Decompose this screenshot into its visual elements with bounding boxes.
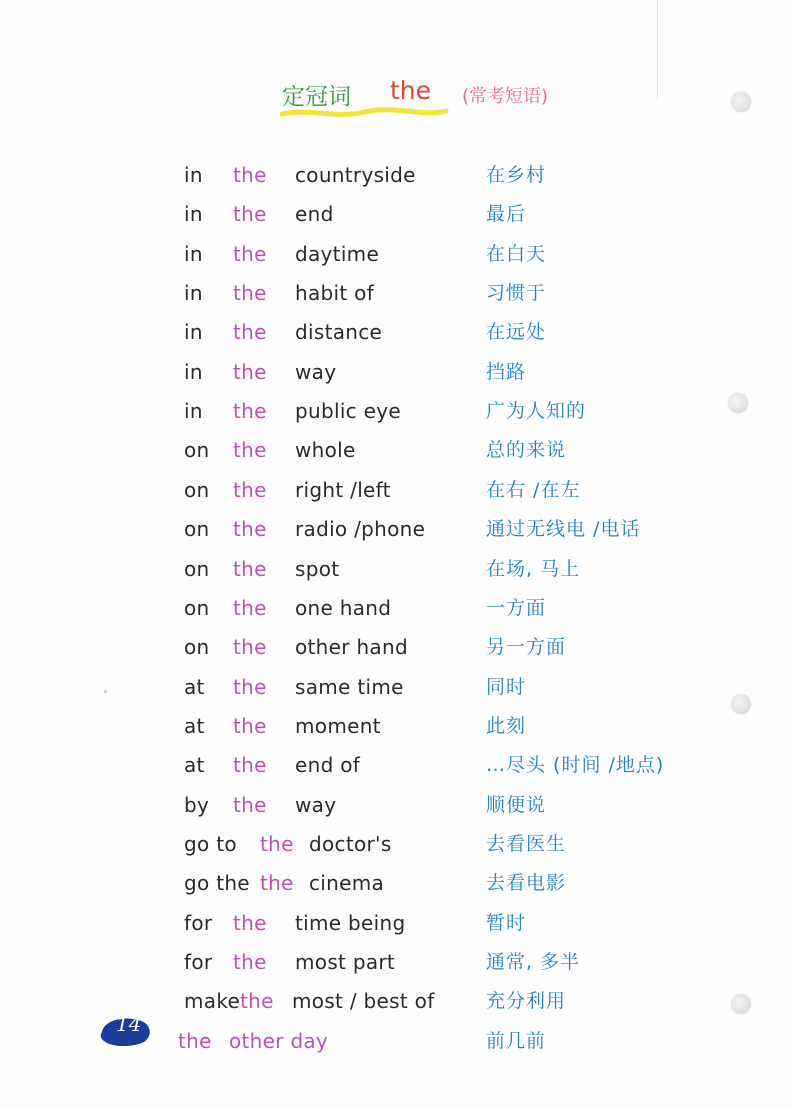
phrase-rest: spot xyxy=(295,556,340,581)
binder-hole xyxy=(728,393,748,413)
phrase-row xyxy=(0,831,792,870)
phrase-row xyxy=(0,477,792,516)
phrase-article-the: the xyxy=(233,635,267,660)
phrase-translation: 总的来说 xyxy=(486,439,567,462)
phrase-translation: 去看医生 xyxy=(486,832,567,855)
phrase-rest: one hand xyxy=(295,595,392,620)
phrase-row xyxy=(0,713,792,752)
phrase-row xyxy=(0,516,792,555)
phrase-row xyxy=(0,634,792,673)
phrase-article-the: the xyxy=(233,399,267,424)
phrase-translation: 顺便说 xyxy=(486,793,547,816)
phrase-article-the: the xyxy=(233,595,267,620)
phrase-translation: 通过无线电 /电话 xyxy=(486,518,641,541)
phrase-translation: …尽头 (时间 /地点) xyxy=(486,754,665,777)
phrase-article-the: the xyxy=(233,753,267,778)
phrase-translation: 此刻 xyxy=(486,714,527,737)
phrase-translation: 前几前 xyxy=(486,1029,547,1052)
phrase-rest: same time xyxy=(295,674,404,699)
phrase-translation: 同时 xyxy=(486,675,527,698)
phrase-translation: 暂时 xyxy=(486,911,527,934)
phrase-translation: 一方面 xyxy=(486,596,547,619)
phrase-translation: 广为人知的 xyxy=(486,400,587,423)
phrase-row xyxy=(0,949,792,988)
phrase-prefix: at xyxy=(184,753,205,778)
phrase-prefix: at xyxy=(184,713,205,738)
phrase-row xyxy=(0,319,792,358)
phrase-row xyxy=(0,910,792,949)
page-number: 14 xyxy=(116,1012,142,1036)
phrase-article-the: the xyxy=(233,163,267,187)
phrase-article-the: the xyxy=(233,556,267,581)
phrase-article-the: the xyxy=(233,202,267,227)
phrase-article-the: the xyxy=(233,792,267,817)
phrase-row xyxy=(0,792,792,831)
phrase-prefix: on xyxy=(184,438,210,463)
paper-speck xyxy=(104,690,107,693)
phrase-rest: radio /phone xyxy=(295,517,426,542)
phrase-translation: 在乡村 xyxy=(486,164,547,186)
phrase-rest: whole xyxy=(295,438,356,463)
phrase-rest: countryside xyxy=(295,163,416,187)
phrase-translation: 在白天 xyxy=(486,242,547,265)
phrase-article-the: the xyxy=(233,910,267,935)
phrase-translation: 最后 xyxy=(486,203,527,226)
phrase-prefix: on xyxy=(184,595,210,620)
phrase-prefix: go the xyxy=(184,871,250,896)
phrase-article-the: the xyxy=(233,674,267,699)
phrase-translation: 在右 /在左 xyxy=(486,478,581,501)
phrase-prefix: by xyxy=(184,792,210,817)
phrase-row xyxy=(0,437,792,476)
phrase-prefix: in xyxy=(184,241,203,266)
phrase-article-the: the xyxy=(240,989,274,1014)
phrase-row xyxy=(0,359,792,398)
phrase-translation: 在远处 xyxy=(486,321,547,344)
phrase-rest: most part xyxy=(295,950,396,974)
title-subtitle: (常考短语) xyxy=(462,86,549,107)
phrase-article-the: the xyxy=(233,477,267,502)
phrase-prefix: on xyxy=(184,477,210,502)
phrase-row xyxy=(0,280,792,319)
phrase-prefix: for xyxy=(184,910,213,935)
phrase-row xyxy=(0,241,792,280)
phrase-prefix: in xyxy=(184,163,203,187)
title-the: the xyxy=(390,76,432,105)
phrase-rest: distance xyxy=(295,320,383,345)
phrase-row xyxy=(0,870,792,909)
phrase-prefix: for xyxy=(184,950,213,974)
phrase-rest: other day xyxy=(229,1028,329,1053)
phrase-prefix: in xyxy=(184,320,203,345)
phrase-rest: time being xyxy=(295,910,406,935)
phrase-row xyxy=(0,752,792,791)
phrase-article-the: the xyxy=(233,438,267,463)
phrase-prefix: on xyxy=(184,635,210,660)
phrase-rest: way xyxy=(295,792,337,817)
phrase-rest: other hand xyxy=(295,635,408,660)
page-title xyxy=(282,78,602,122)
phrase-translation: 通常, 多半 xyxy=(486,951,581,973)
phrase-prefix: make xyxy=(184,989,241,1014)
phrase-row xyxy=(0,674,792,713)
phrase-row xyxy=(0,162,792,201)
phrase-article-the: the xyxy=(178,1028,212,1053)
phrase-translation: 挡路 xyxy=(486,360,527,383)
phrase-rest: habit of xyxy=(295,281,375,306)
phrase-article-the: the xyxy=(233,950,267,974)
phrase-rest: cinema xyxy=(309,871,385,896)
phrase-prefix: go to xyxy=(184,831,237,856)
phrase-row xyxy=(0,556,792,595)
phrase-row xyxy=(0,201,792,240)
binder-hole xyxy=(731,92,751,112)
binder-hole xyxy=(731,994,751,1014)
phrase-rest: doctor's xyxy=(309,831,392,856)
phrase-prefix: in xyxy=(184,399,203,424)
phrase-row xyxy=(0,595,792,634)
phrase-article-the: the xyxy=(233,713,267,738)
phrase-prefix: in xyxy=(184,359,203,384)
phrase-article-the: the xyxy=(233,517,267,542)
phrase-rest: most / best of xyxy=(292,989,435,1014)
phrase-prefix: in xyxy=(184,202,203,227)
phrase-article-the: the xyxy=(260,871,294,896)
binder-hole xyxy=(731,694,751,714)
phrase-prefix: on xyxy=(184,556,210,581)
phrase-translation: 习惯于 xyxy=(486,282,547,305)
phrase-article-the: the xyxy=(233,241,267,266)
page-edge-line xyxy=(657,0,658,100)
phrase-rest: public eye xyxy=(295,399,401,424)
phrase-translation: 去看电影 xyxy=(486,872,567,895)
phrase-translation: 在场, 马上 xyxy=(486,557,581,580)
phrase-rest: end xyxy=(295,202,334,227)
phrase-article-the: the xyxy=(233,281,267,306)
phrase-prefix: on xyxy=(184,517,210,542)
phrase-prefix: in xyxy=(184,281,203,306)
phrase-article-the: the xyxy=(233,359,267,384)
phrase-row xyxy=(0,398,792,437)
phrase-article-the: the xyxy=(233,320,267,345)
phrase-rest: right /left xyxy=(295,477,391,502)
title-main: 定冠词 xyxy=(282,84,351,110)
phrase-prefix: at xyxy=(184,674,205,699)
phrase-rest: daytime xyxy=(295,241,380,266)
phrase-rest: way xyxy=(295,359,337,384)
phrase-rest: end of xyxy=(295,753,361,778)
phrase-article-the: the xyxy=(260,831,294,856)
phrase-rest: moment xyxy=(295,713,381,738)
phrase-translation: 另一方面 xyxy=(486,636,567,659)
phrase-translation: 充分利用 xyxy=(486,990,567,1013)
